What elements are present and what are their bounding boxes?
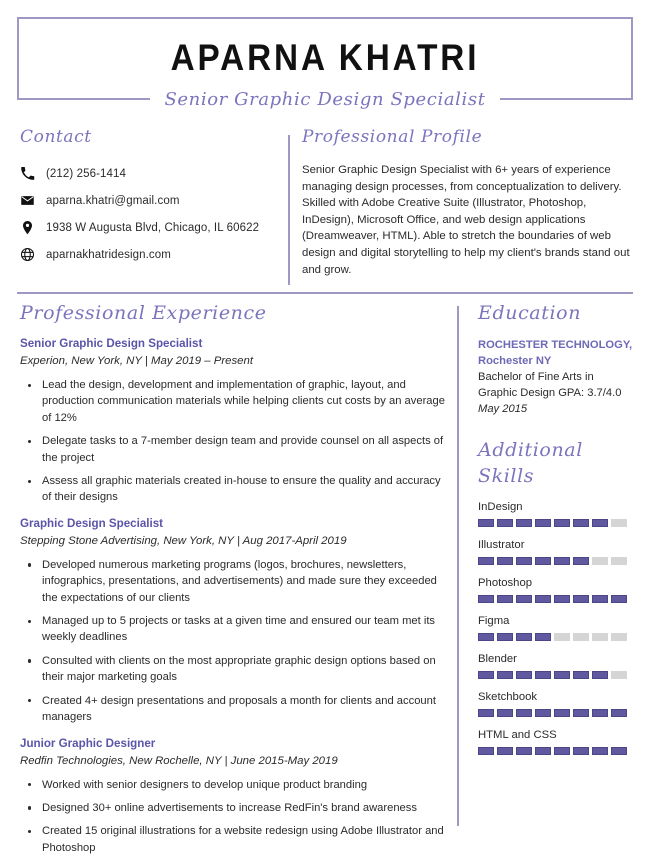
contact-item-phone[interactable] — [20, 166, 278, 181]
skill-segment-filled — [478, 633, 494, 641]
skill-segment-filled — [592, 519, 608, 527]
experience-heading: Professional Experience — [20, 302, 267, 324]
skill-label: Blender — [478, 653, 517, 665]
job-title: Junior Graphic Designer — [20, 736, 156, 750]
profile-heading: Professional Profile — [302, 127, 483, 147]
skill-item — [478, 500, 638, 527]
job-bullet: Developed numerous marketing programs (logos, brochures, newsletters, infographics, presentations, and advertisements) and made sure they exceeded the expectations of our clients — [20, 557, 445, 606]
skill-segment-filled — [535, 595, 551, 603]
skill-segment-filled — [497, 709, 513, 717]
contact-item-website[interactable] — [20, 247, 278, 262]
job-meta: Redfin Technologies, New Rochelle, NY | June 2015-May 2019 — [20, 754, 338, 767]
skill-segment-filled — [554, 595, 570, 603]
job-bullet: Assess all graphic materials created in-house to ensure the quality and accuracy of their designs — [20, 473, 445, 506]
job-bullet: Managed up to 5 projects or tasks at a given time and ensured our team met its weekly deadlines — [20, 613, 445, 646]
skill-segment-filled — [611, 595, 627, 603]
skill-segment-filled — [516, 747, 532, 755]
skill-segment-filled — [516, 519, 532, 527]
skill-segment-filled — [516, 595, 532, 603]
skill-rating-bar — [478, 595, 638, 603]
skill-item — [478, 538, 638, 565]
skill-segment-filled — [554, 747, 570, 755]
job-bullet: Created 4+ design presentations and proposals a month for clients and account managers — [20, 693, 445, 726]
skill-segment-empty — [611, 671, 627, 679]
skill-segment-filled — [573, 557, 589, 565]
skill-segment-filled — [611, 747, 627, 755]
contact-list — [20, 166, 278, 262]
job-meta: Stepping Stone Advertising, New York, NY | Aug 2017-April 2019 — [20, 534, 347, 547]
skill-segment-filled — [497, 595, 513, 603]
skill-segment-filled — [535, 709, 551, 717]
job-bullet: Consulted with clients on the most appropriate graphic design options based on their major marketing goals — [20, 653, 445, 686]
page-title: APARNA KHATRI — [170, 37, 480, 78]
skill-item — [478, 614, 638, 641]
job-bullets — [20, 777, 445, 857]
skill-segment-filled — [535, 557, 551, 565]
skill-item — [478, 690, 638, 717]
skill-segment-empty — [573, 633, 589, 641]
vertical-divider-lower — [457, 306, 459, 826]
horizontal-divider-main — [17, 292, 633, 294]
contact-heading: Contact — [20, 127, 92, 147]
skill-rating-bar — [478, 557, 638, 565]
skill-rating-bar — [478, 671, 638, 679]
vertical-divider-top — [288, 135, 290, 285]
job-entry — [20, 516, 445, 726]
job-entry — [20, 736, 445, 857]
job-title: Senior Graphic Design Specialist — [20, 337, 203, 350]
job-entry — [20, 336, 445, 506]
job-bullets — [20, 557, 445, 726]
skill-segment-filled — [592, 671, 608, 679]
skill-segment-empty — [592, 557, 608, 565]
location-pin-icon — [20, 220, 46, 235]
skill-segment-filled — [516, 557, 532, 565]
skill-segment-filled — [478, 671, 494, 679]
education-degree-line-1: Bachelor of Fine Arts in — [478, 371, 594, 383]
skill-item — [478, 728, 638, 755]
skill-label: Sketchbook — [478, 691, 538, 703]
skill-segment-filled — [535, 747, 551, 755]
skill-segment-filled — [497, 671, 513, 679]
skill-label: InDesign — [478, 501, 523, 513]
job-bullets — [20, 377, 445, 506]
education-degree-line-2: Graphic Design GPA: 3.7/4.0 — [478, 387, 622, 399]
globe-icon — [20, 247, 46, 262]
skill-segment-filled — [535, 671, 551, 679]
contact-item-address[interactable] — [20, 220, 278, 235]
skill-rating-bar — [478, 747, 638, 755]
contact-section — [20, 126, 278, 274]
header-subtitle: Senior Graphic Design Specialist — [150, 85, 499, 115]
skill-segment-filled — [497, 557, 513, 565]
skill-segment-filled — [516, 671, 532, 679]
skill-segment-filled — [478, 519, 494, 527]
skill-rating-bar — [478, 709, 638, 717]
skill-segment-filled — [516, 633, 532, 641]
job-bullet: Worked with senior designers to develop unique product branding — [20, 777, 445, 793]
contact-phone-value: (212) 256-1414 — [46, 167, 127, 180]
skills-heading: Additional Skills — [478, 439, 583, 487]
skill-label: Photoshop — [478, 577, 533, 589]
profile-section — [302, 126, 632, 278]
contact-address-value: 1938 W Augusta Blvd, Chicago, IL 60622 — [46, 221, 260, 234]
job-bullet: Delegate tasks to a 7-member design team and provide counsel on all aspects of the project — [20, 433, 445, 466]
job-meta: Experion, New York, NY | May 2019 – Present — [20, 355, 254, 367]
skill-segment-filled — [478, 557, 494, 565]
skill-segment-filled — [478, 709, 494, 717]
contact-item-email[interactable] — [20, 193, 278, 208]
skill-item — [478, 576, 638, 603]
skill-segment-empty — [611, 519, 627, 527]
skill-segment-filled — [592, 595, 608, 603]
education-heading: Education — [478, 302, 582, 324]
skill-segment-filled — [478, 595, 494, 603]
skill-segment-filled — [573, 595, 589, 603]
skill-segment-filled — [573, 709, 589, 717]
education-school: ROCHESTER TECHNOLOGY, Rochester NY — [478, 339, 633, 367]
job-bullet: Designed 30+ online advertisements to increase RedFin's brand awareness — [20, 800, 445, 816]
skill-segment-filled — [592, 709, 608, 717]
skill-segment-filled — [554, 557, 570, 565]
skill-segment-filled — [516, 709, 532, 717]
skill-segment-filled — [535, 519, 551, 527]
lower-section — [0, 300, 650, 854]
envelope-icon — [20, 193, 46, 208]
experience-section — [20, 300, 445, 863]
job-bullet: Lead the design, development and implementation of graphic, layout, and production communication materials while helping clients cut costs by an average of 12% — [20, 377, 445, 426]
top-section — [0, 126, 650, 292]
job-bullet: Created 15 original illustrations for a website redesign using Adobe Illustrator and Photoshop — [20, 823, 445, 856]
education-date: May 2015 — [478, 403, 528, 415]
skill-segment-empty — [611, 633, 627, 641]
phone-icon — [20, 166, 46, 181]
skill-segment-filled — [611, 709, 627, 717]
skill-label: HTML and CSS — [478, 729, 557, 741]
skill-segment-filled — [592, 747, 608, 755]
skill-segment-filled — [535, 633, 551, 641]
profile-body: Senior Graphic Design Specialist with 6+ years of experience managing design processes, from conceptualization to delivery. Skilled with Adobe Creative Suite (Illustrator, Photoshop, InDesign), Microsoft Office, and web design applications (Dreamweaver, HTML). Able to stretch the boundaries of web design and digital storytelling to help my client's brands stand out and grow. — [302, 164, 630, 276]
skill-segment-filled — [573, 671, 589, 679]
skill-segment-filled — [497, 747, 513, 755]
skill-rating-bar — [478, 519, 638, 527]
skill-segment-filled — [573, 519, 589, 527]
header-box — [17, 17, 633, 100]
skill-segment-filled — [554, 519, 570, 527]
skill-segment-filled — [497, 633, 513, 641]
skill-segment-empty — [611, 557, 627, 565]
contact-website-value: aparnakhatridesign.com — [46, 248, 171, 261]
sidebar-section — [478, 300, 638, 755]
skill-segment-filled — [554, 709, 570, 717]
education-entry — [478, 338, 638, 417]
job-title: Graphic Design Specialist — [20, 516, 164, 530]
skill-rating-bar — [478, 633, 638, 641]
skill-segment-filled — [478, 747, 494, 755]
skill-label: Figma — [478, 615, 510, 627]
skill-segment-empty — [554, 633, 570, 641]
contact-email-value: aparna.khatri@gmail.com — [46, 194, 180, 207]
skill-segment-filled — [497, 519, 513, 527]
skill-segment-filled — [554, 671, 570, 679]
skill-item — [478, 652, 638, 679]
skill-label: Illustrator — [478, 539, 525, 551]
skill-segment-filled — [573, 747, 589, 755]
skill-segment-empty — [592, 633, 608, 641]
